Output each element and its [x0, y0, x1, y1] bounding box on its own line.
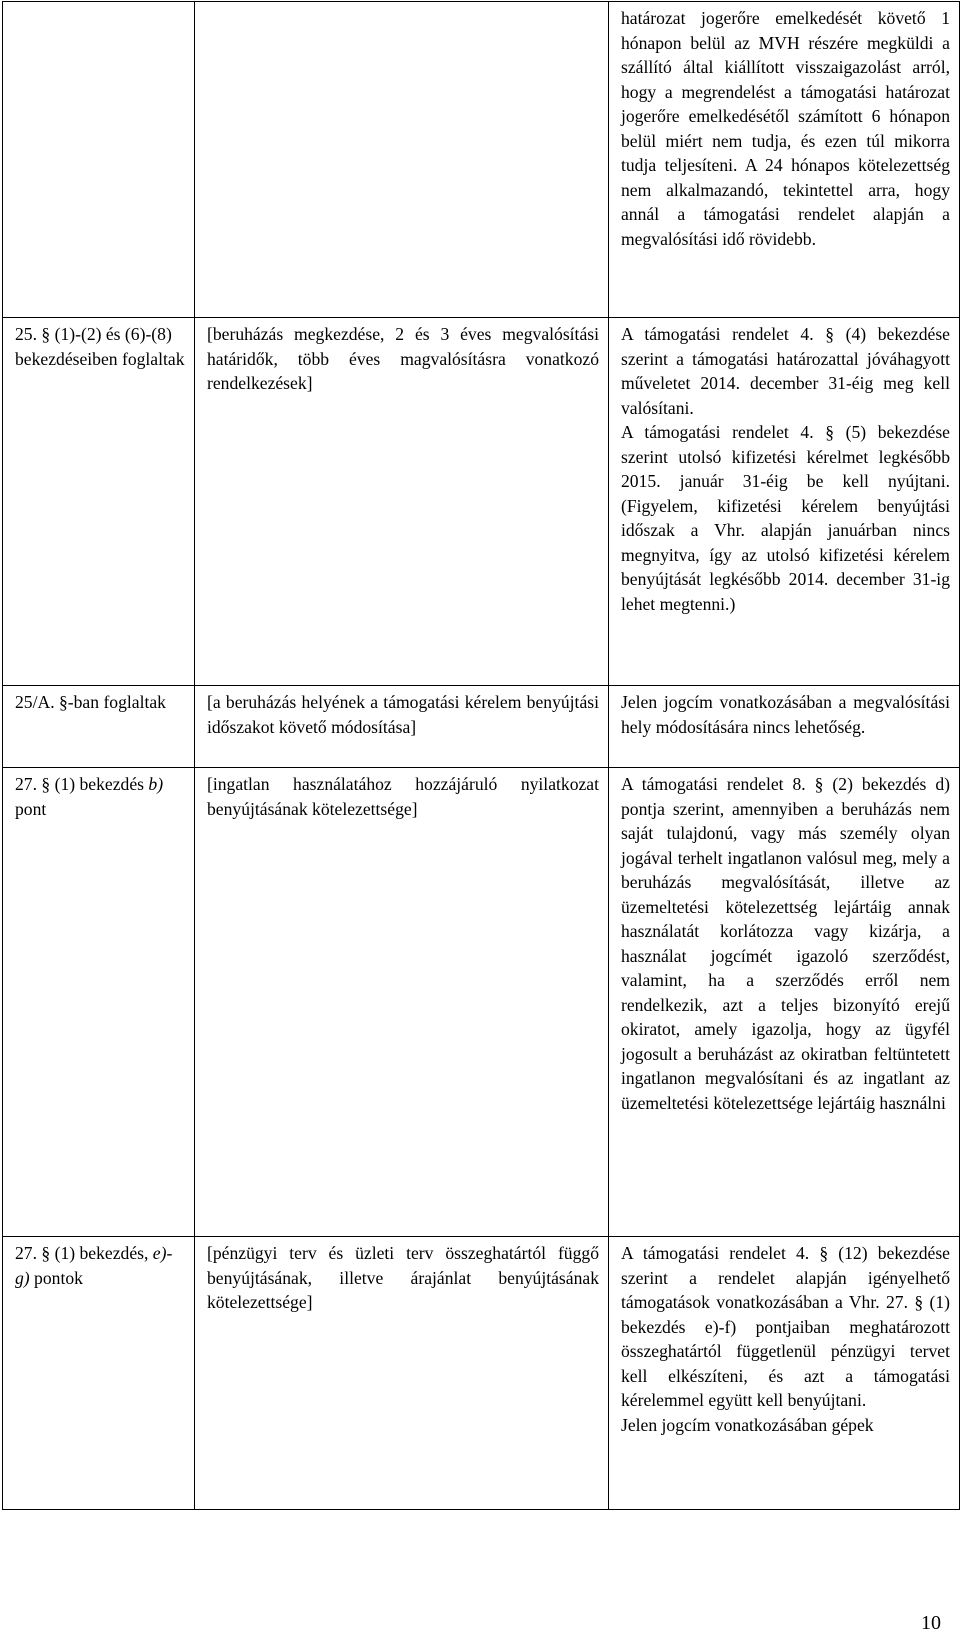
- table-row: [3, 768, 960, 1237]
- table-row: [3, 686, 960, 768]
- provision-point: e)-g): [15, 1243, 173, 1288]
- provision-text: 27. § (1) bekezdés,: [15, 1243, 149, 1263]
- provision-cell: 25/A. §-ban foglaltak: [3, 686, 195, 768]
- comment-paragraph: Jelen jogcím vonatkozásában gépek: [621, 1414, 874, 1435]
- provision-suffix: pont: [15, 798, 47, 819]
- comment-paragraph: A támogatási rendelet 8. § (2) bekezdés d) pontja szerint, amennyiben a beruházás nem saját tulajdonú, vagy más személy olyan jogával terhelt ingatlanon valósul meg, mely a beruházás megvalósítását, illetve az üzemeltetési kötelezettség lejártáig annak használatát korlátozza vagy kizárja, a használat jogcímét igazoló szerződést, valamint, ha a szerződés erről nem rendelkezik, azt a teljes bizonyító erejű okiratot, amely igazolja, hogy az ügyfél jogosult a beruházást az okiratban feltüntetett ingatlanon megvalósítani és az ingatlant az üzemeltetési kötelezettsége lejártáig használni: [621, 774, 950, 1113]
- subject-cell: [a beruházás helyének a támogatási kérelem benyújtási időszakot követő módosítása]: [195, 686, 609, 768]
- comment-cell: [609, 318, 960, 686]
- comment-paragraph: Jelen jogcím vonatkozásában a megvalósítási hely módosítására nincs lehetőség.: [621, 692, 950, 737]
- comment-cell: [609, 768, 960, 1237]
- comment-paragraph: A támogatási rendelet 4. § (12) bekezdése szerint a rendelet alapján igényelhető támogatások vonatkozásában a Vhr. 27. § (1) bekezdés e)-f) pontjaiban meghatározott összeghatártól függetlenül pénzügyi tervet kell elkészíteni, és azt a támogatási kérelemmel együtt kell benyújtani.: [621, 1243, 950, 1410]
- provision-text: 27. § (1) bekezdés: [15, 774, 144, 794]
- provision-cell: [3, 1237, 195, 1510]
- table-row: [3, 1237, 960, 1510]
- provision-suffix: pontok: [29, 1267, 83, 1288]
- provision-cell: [3, 768, 195, 1237]
- comment-cell: [609, 1237, 960, 1510]
- comment-paragraph: A támogatási rendelet 4. § (5) bekezdése szerint utolsó kifizetési kérelmet legkésőbb 2015. január 31-éig be kell nyújtani. (Figyelem, kifizetési kérelem benyújtási időszak a Vhr. alapján januárban nincs megnyitva, így az utolsó kifizetési kérelem benyújtását legkésőbb 2014. december 31-ig lehet megtenni.): [621, 422, 950, 614]
- comment-cell: [609, 2, 960, 318]
- regulation-table: [2, 1, 960, 1510]
- subject-cell: [ingatlan használatához hozzájáruló nyilatkozat benyújtásának kötelezettsége]: [195, 768, 609, 1237]
- provision-cell: 25. § (1)-(2) és (6)-(8) bekezdéseiben foglaltak: [3, 318, 195, 686]
- subject-cell: [pénzügyi terv és üzleti terv összeghatártól függő benyújtásának, illetve árajánlat benyújtásának kötelezettsége]: [195, 1237, 609, 1510]
- subject-cell: [195, 2, 609, 318]
- page-number: 10: [921, 1612, 941, 1634]
- comment-paragraph: A támogatási rendelet 4. § (4) bekezdése szerint a támogatási határozattal jóváhagyott műveletet 2014. december 31-éig meg kell valósítani.: [621, 324, 950, 418]
- provision-cell: [3, 2, 195, 318]
- provision-point: b): [148, 774, 164, 794]
- table-row: [3, 318, 960, 686]
- comment-paragraph: határozat jogerőre emelkedését követő 1 hónapon belül az MVH részére megküldi a szállító által kiállított visszaigazolást arról, hogy a megrendelést a támogatási határozat jogerőre emelkedésétől számított 6 hónapon belül miért nem tudja, és ezen túl mikorra tudja teljesíteni. A 24 hónapos kötelezettség nem alkalmazandó, tekintettel arra, hogy annál a támogatási rendelet alapján a megvalósítási idő rövidebb.: [621, 8, 950, 249]
- table-row: [3, 2, 960, 318]
- comment-cell: [609, 686, 960, 768]
- subject-cell: [beruházás megkezdése, 2 és 3 éves megvalósítási határidők, több éves magvalósításra vonatkozó rendelkezések]: [195, 318, 609, 686]
